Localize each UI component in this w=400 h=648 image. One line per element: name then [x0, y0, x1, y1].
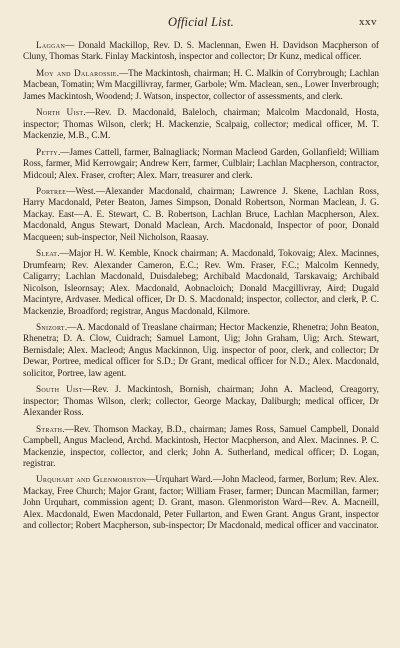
entry-text: .—The Mackintosh, chairman; H. C. Malkin of Corrybrough; Lachlan Macbean, Tomatin; Wm Macgillivray, farmer, Garbole; Wm. Maclean, sen., Lower Inverbrough; James Mackintosh, Woodend; J. Watson, inspector, collector of assessments, and clerk. — [23, 67, 380, 101]
entry-sleat — [23, 248, 379, 317]
entry-moy-and-dalarossie — [23, 68, 379, 102]
entry-text: .—James Cattell, farmer, Balnagliack; Norman Macleod Garden, Gollanfield; William Ross, farmer, Mid Kerrowgair; Andrew Kerr, farmer, Culblair; Lachlan Macpherson, contractor, Midcoul; Alex. Fraser, crofter; Alex. Marr, treasurer and clerk. — [23, 146, 379, 180]
entry-text: — Donald Mackillop, Rev. D. S. Maclennan, Ewen H. Davidson Macpherson of Cluny, Thomas Stark. Finlay Mackintosh, inspector and collector; Dr Kunz, medical officer. — [23, 40, 379, 62]
entry-text: .—A. Macdonald of Treaslane chairman; Hector Mackenzie, Rhenetra; John Beaton, Rhenetra; D. A. Clow, Cuidrach; Samuel Lamont, Uig; John Graham, Uig; Arch. Stewart, Bernisdale; Alex. Macleod; Angus Mackinnon, Uig. inspector of poor, clerk, and collector; Dr Dewar, Portree, medical officer for S.D.; Dr Grant, medical officer for N.D.; Alex. Macdonald, solicitor, Portree, law agent. — [23, 321, 379, 378]
entry-name: Moy and Dalarossie — [36, 67, 117, 78]
page-number: xxv — [359, 16, 377, 28]
entry-name: Urquhart and Glenmoriston — [36, 474, 147, 485]
entry-strath — [23, 424, 379, 470]
entry-name: South Uist — [36, 384, 83, 395]
parish-entries — [23, 40, 379, 532]
entry-text: .—Rev. Thomson Mackay, B.D., chairman; James Ross, Samuel Campbell, Donald Campbell, Angus Macleod, Archd. Mackintosh, Hector Macpherson, and Alex. Macinnes. P. C. Mackenzie, inspector, collector, and clerk; John A. Sutherland, medical officer; D. Logan, registrar. — [23, 423, 379, 468]
entry-laggan — [23, 40, 379, 63]
page-header — [23, 14, 379, 40]
entry-text: —Urquhart Ward.—John Macleod, farmer, Borlum; Rev. Alex. Mackay, Free Church; Major Grant, factor; William Fraser, farmer; Duncan Macmillan, farmer; John Urquhart, commission agent; D. Grant, mason. Glenmoriston Ward—Rev. A. Macneill, Alex. Macdonald, Ewen Macdonald, Peter Fullarton, and Ewen Grant. Angus Grant, inspector and collector; Robert Macpherson, sub-inspector; Dr Macdonald, medical officer and vaccinator. — [23, 474, 379, 531]
entry-name: North Uist — [36, 107, 84, 118]
entry-text: .—Rev. D. Macdonald, Baleloch, chairman; Malcolm Macdonald, Hosta, inspector; Thomas Wilson, clerk; H. Mackenzie, Scalpaig, collector; medical officer, M. T. Mackenzie, M.B., C.M. — [23, 107, 379, 141]
entry-name: Petty — [36, 146, 58, 157]
entry-petty — [23, 147, 379, 181]
entry-name: Snizort — [36, 321, 65, 332]
entry-south-uist — [23, 384, 379, 418]
entry-text: —Rev. J. Mackintosh, Bornish, chairman; John A. Macleod, Creagorry, inspector; Thomas Wilson, clerk; collector, George Mackay, Daliburgh; medical officer, Dr Alexander Ross. — [23, 384, 379, 418]
entry-text: .—Major H. W. Kemble, Knock chairman; A. Macdonald, Tokovaig; Alex. Macinnes, Drumfearn; Rev. Alexander Cameron, E.C.; Rev. Wm. Fraser, F.C.; Malcolm Kennedy, Caligarry; Lachlan Macdonald, Duisdalebeg; Archibald Macdonald, Tarskavaig; Archibald Nicolson, Isleornsay; Alex. Macdonald, Aobnacloich; Donald Macgillivray, Aird; Dugald Macintyre, Ardvaser. Medical officer, Dr D. S. Macdonald; inspector, collector, and clerk, P. C. Mackenzie, Broadford; registrar, Angus Macdonald, Kilmore. — [23, 248, 379, 316]
entry-name: Sleat — [36, 248, 58, 259]
entry-north-uist — [23, 107, 379, 141]
entry-name: Laggan — [36, 40, 66, 50]
entry-portree — [23, 186, 379, 243]
entry-name: Strath — [36, 423, 63, 434]
entry-name: Portree — [36, 185, 67, 196]
entry-urquhart-and-glenmoriston — [23, 474, 379, 531]
entry-text: —West.—Alexander Macdonald, chairman; Lawrence J. Skene, Lachlan Ross, Harry Macdonald, Peter Beaton, James Simpson, Donald Robertson, Norman Maclean, J. G. Mackay. East—A. E. Stewart, C. B. Robertson, Lachlan Bruce, Lachlan Macpherson, Alex. Macdonald, Angus Stewart, Donald Maclean, Arch. Macdonald, Inspector of poor, Donald Macqueen; sub-inspector, Neil Nicholson, Raasay. — [23, 185, 379, 242]
running-title: Official List. — [167, 15, 234, 29]
entry-snizort — [23, 322, 379, 379]
